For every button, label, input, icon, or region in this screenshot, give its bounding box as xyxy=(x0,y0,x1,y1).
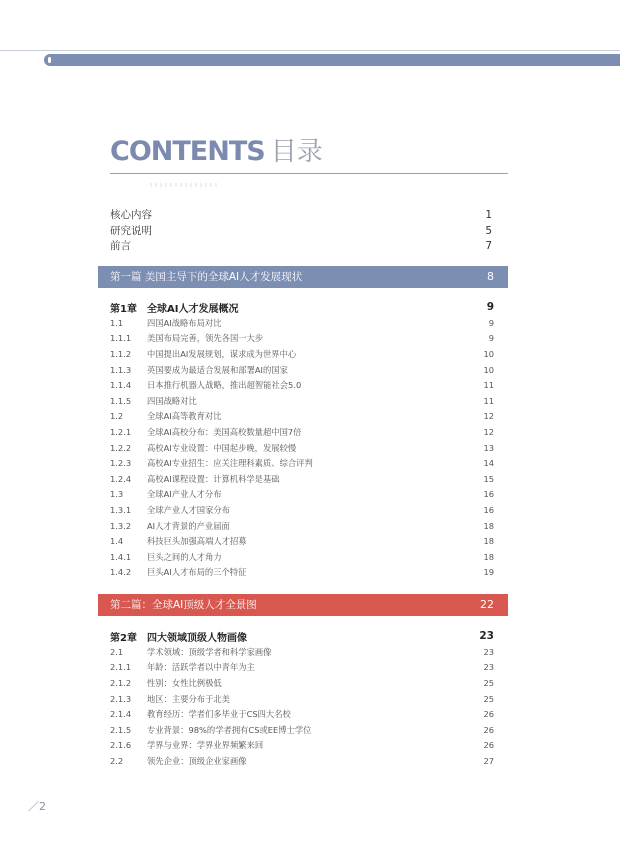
toc-num: 2.1.5 xyxy=(110,724,132,735)
toc-title: 美国布局完善，领先各国一大步 xyxy=(147,333,264,344)
toc-row[interactable] xyxy=(110,706,494,722)
toc-page: 13 xyxy=(483,442,494,453)
toc-page: 18 xyxy=(483,536,494,547)
toc-row[interactable] xyxy=(110,549,494,565)
toc-num: 2.1.1 xyxy=(110,662,132,673)
toc-row[interactable] xyxy=(110,471,494,487)
toc-title: 专业背景：98%的学者拥有CS或EE博士学位 xyxy=(147,724,312,735)
toc-num: 1.3.1 xyxy=(110,504,132,515)
toc-page: 18 xyxy=(483,520,494,531)
toc-page: 11 xyxy=(483,380,494,391)
toc-row[interactable] xyxy=(110,377,494,393)
header-rule xyxy=(0,50,620,51)
toc-page: 26 xyxy=(483,724,494,735)
toc-row[interactable] xyxy=(110,565,494,581)
toc-page: 16 xyxy=(483,489,494,500)
title-chinese: 目录 xyxy=(270,137,323,167)
toc-row[interactable] xyxy=(110,518,494,534)
chapter-2 xyxy=(110,628,494,769)
part-two-banner[interactable]: 第二篇：全球AI顶级人才全景图 22 xyxy=(98,594,508,616)
toc-page: 12 xyxy=(483,411,494,422)
toc-num: 1.2.1 xyxy=(110,426,132,437)
toc-page: 18 xyxy=(483,551,494,562)
toc-page: 14 xyxy=(483,458,494,469)
toc-row[interactable] xyxy=(110,660,494,676)
toc-row[interactable] xyxy=(110,738,494,754)
front-matter-list xyxy=(110,208,492,255)
toc-title: 全球产业人才国家分布 xyxy=(147,504,230,515)
toc-page: 16 xyxy=(483,504,494,515)
chapter-heading[interactable]: 第1章 全球AI人才发展概况 9 xyxy=(110,301,494,315)
toc-title: 高校AI专业设置：中国起步晚，发展较慢 xyxy=(147,442,297,453)
toc-page: 25 xyxy=(483,693,494,704)
toc-title: 高校AI课程设置：计算机科学是基础 xyxy=(147,473,280,484)
toc-entry-core[interactable]: 核心内容 1 xyxy=(110,209,492,221)
chapter-1 xyxy=(110,299,494,580)
toc-num: 1.2 xyxy=(110,411,124,422)
toc-num: 1.1.2 xyxy=(110,348,132,359)
toc-num: 1.4.1 xyxy=(110,551,132,562)
toc-page: 10 xyxy=(483,364,494,375)
toc-page: 26 xyxy=(483,709,494,720)
toc-title: 全球AI高校分布：美国高校数量超中国7倍 xyxy=(147,426,302,437)
toc-num: 2.1.6 xyxy=(110,740,132,751)
toc-title: 巨头AI人才布局的三个特征 xyxy=(147,567,247,578)
toc-title: 教育经历：学者们多毕业于CS四大名校 xyxy=(147,709,291,720)
toc-num: 1.2.4 xyxy=(110,473,132,484)
chapter-heading[interactable]: 第2章 四大领域顶级人物画像 23 xyxy=(110,630,494,644)
toc-num: 2.1.2 xyxy=(110,677,132,688)
toc-title: 学术领域：顶级学者和科学家画像 xyxy=(147,646,272,657)
toc-row[interactable] xyxy=(110,424,494,440)
toc-title: 全球AI高等教育对比 xyxy=(147,411,222,422)
toc-title: 四国战略对比 xyxy=(147,395,197,406)
toc-row[interactable] xyxy=(110,331,494,347)
toc-num: 1.2.2 xyxy=(110,442,132,453)
toc-row[interactable] xyxy=(110,362,494,378)
toc-title: 四国AI战略布局对比 xyxy=(147,317,222,328)
toc-row[interactable] xyxy=(110,753,494,769)
toc-page: 25 xyxy=(483,677,494,688)
toc-title: 高校AI专业招生：应关注理科素质、综合评判 xyxy=(147,458,313,469)
toc-title: 年龄：活跃学者以中青年为主 xyxy=(147,662,255,673)
toc-entry-method[interactable]: 研究说明 5 xyxy=(110,224,492,237)
header-bar xyxy=(50,54,620,66)
toc-row[interactable] xyxy=(110,691,494,707)
toc-page: 26 xyxy=(483,740,494,751)
toc-page: 23 xyxy=(483,662,494,673)
title-underline xyxy=(110,173,508,174)
toc-num: 2.1 xyxy=(110,646,124,657)
toc-title: 中国提出AI发展规划，谋求成为世界中心 xyxy=(147,348,297,359)
toc-page: 10 xyxy=(483,348,494,359)
toc-page: 19 xyxy=(483,567,494,578)
toc-row[interactable] xyxy=(110,533,494,549)
toc-num: 2.1.3 xyxy=(110,693,132,704)
toc-title: 全球AI产业人才分布 xyxy=(147,489,222,500)
header-mark-icon xyxy=(48,57,51,63)
toc-num: 1.1.5 xyxy=(110,395,132,406)
toc-title: 性别：女性比例极低 xyxy=(147,677,222,688)
toc-page: 9 xyxy=(488,333,494,344)
toc-row[interactable] xyxy=(110,440,494,456)
toc-title: AI人才背景的产业届面 xyxy=(147,520,230,531)
toc-num: 1.4.2 xyxy=(110,567,132,578)
toc-num: 1.3 xyxy=(110,489,124,500)
page-number: ／2 xyxy=(28,800,46,813)
toc-title: 学界与业界：学界业界频繁来回 xyxy=(147,740,264,751)
toc-row[interactable] xyxy=(110,393,494,409)
toc-num: 1.1.4 xyxy=(110,380,132,391)
toc-row[interactable] xyxy=(110,675,494,691)
toc-title: 巨头之间的人才角力 xyxy=(147,551,222,562)
toc-num: 1.1.1 xyxy=(110,333,132,344)
toc-row[interactable] xyxy=(110,315,494,331)
toc-row[interactable] xyxy=(110,346,494,362)
toc-row[interactable] xyxy=(110,722,494,738)
toc-title: 地区：主要分布于北美 xyxy=(147,693,230,704)
toc-page: 11 xyxy=(483,395,494,406)
title-dots-decoration xyxy=(150,183,220,187)
toc-entry-preface[interactable]: 前言 7 xyxy=(110,240,492,252)
toc-row[interactable] xyxy=(110,409,494,425)
toc-title: 领先企业：顶级企业家画像 xyxy=(147,755,247,766)
title-english: CONTENTS xyxy=(110,136,265,167)
toc-page: 27 xyxy=(483,755,494,766)
toc-num: 1.4 xyxy=(110,536,124,547)
toc-title: 科技巨头加强高端人才招募 xyxy=(147,536,247,547)
toc-num: 2.2 xyxy=(110,755,124,766)
toc-page: 23 xyxy=(483,646,494,657)
toc-num: 1.1 xyxy=(110,317,124,328)
toc-num: 2.1.4 xyxy=(110,709,132,720)
toc-row[interactable] xyxy=(110,502,494,518)
toc-title: 英国要成为最适合发展和部署AI的国家 xyxy=(147,364,288,375)
toc-page: 15 xyxy=(483,473,494,484)
toc-title: 日本推行机器人战略，推出超智能社会5.0 xyxy=(147,380,302,391)
toc-row[interactable] xyxy=(110,487,494,503)
toc-page: 12 xyxy=(483,426,494,437)
toc-num: 1.2.3 xyxy=(110,458,132,469)
toc-row[interactable] xyxy=(110,644,494,660)
part-one-banner[interactable]: 第一篇 美国主导下的全球AI人才发展现状 8 xyxy=(98,266,508,288)
toc-num: 1.3.2 xyxy=(110,520,132,531)
toc-row[interactable] xyxy=(110,455,494,471)
toc-num: 1.1.3 xyxy=(110,364,132,375)
toc-page: 9 xyxy=(488,317,494,328)
page-title xyxy=(110,131,323,168)
